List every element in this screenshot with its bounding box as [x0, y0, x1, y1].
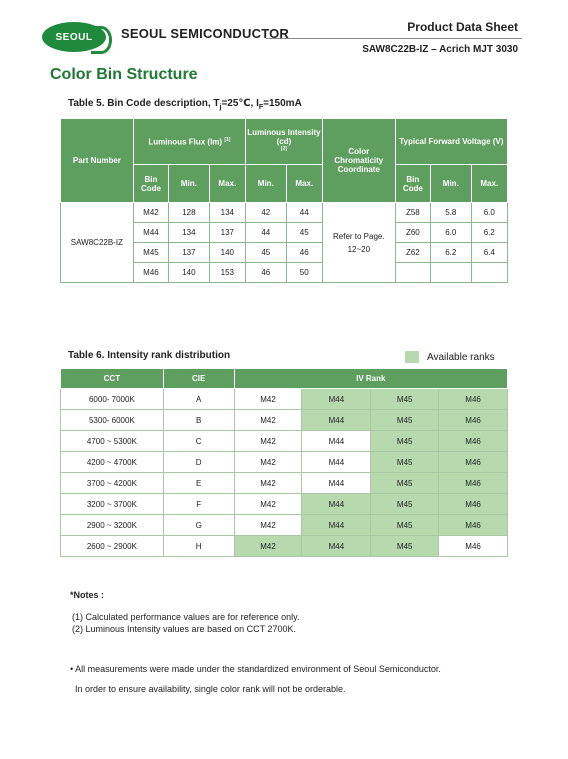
table-row [61, 389, 508, 410]
rank-cell: M46 [439, 515, 508, 536]
cct-cell: 2900 ~ 3200K [61, 515, 164, 536]
rank-cell: M44 [302, 473, 371, 494]
rank-cell: M42 [234, 452, 302, 473]
rank-cell: M42 [234, 389, 302, 410]
cct-cell: 2600 ~ 2900K [61, 536, 164, 557]
col-intensity-min: Min. [246, 165, 287, 203]
model-name: SAW8C22B-IZ – Acrich MJT 3030 [362, 44, 518, 55]
cct-cell: 6000- 7000K [61, 389, 164, 410]
col-part-number: Part Number [61, 119, 134, 203]
col-luminous-intensity: Luminous Intensity (cd) [2] [246, 119, 323, 165]
voltage-bin: Z62 [395, 243, 430, 263]
rank-cell: M42 [234, 410, 302, 431]
logo-text: SEOUL [55, 31, 93, 43]
cie-cell: H [163, 536, 234, 557]
rank-cell: M44 [302, 410, 371, 431]
doc-type: Product Data Sheet [407, 20, 518, 34]
cie-cell: F [163, 494, 234, 515]
rank-cell: M45 [371, 431, 439, 452]
cct-cell: 4700 ~ 5300K [61, 431, 164, 452]
col-luminous-flux: Luminous Flux (lm) [1] [133, 119, 245, 165]
table-row [61, 431, 508, 452]
table-row [61, 410, 508, 431]
rank-cell: M44 [302, 389, 371, 410]
intensity-rank-table [60, 368, 508, 557]
color-reference-cell: Refer to Page. 12~20 [322, 203, 395, 283]
voltage-bin-empty [395, 263, 430, 283]
rank-cell: M46 [439, 410, 508, 431]
flux-bin: M46 [133, 263, 168, 283]
col-color-coordinate: Color Chromaticity Coordinate [322, 119, 395, 203]
table-row [61, 473, 508, 494]
flux-max: 140 [209, 243, 245, 263]
col-voltage-bin-code: Bin Code [395, 165, 430, 203]
col-voltage-max: Max. [471, 165, 507, 203]
rank-cell: M45 [371, 536, 439, 557]
flux-max: 134 [209, 203, 245, 223]
col-voltage-min: Min. [431, 165, 472, 203]
voltage-min: 6.0 [431, 223, 472, 243]
rank-cell: M45 [371, 410, 439, 431]
note-1: (1) Calculated performance values are for reference only. [72, 612, 300, 622]
voltage-max: 6.4 [471, 243, 507, 263]
rank-cell: M44 [302, 431, 371, 452]
rank-cell: M46 [439, 473, 508, 494]
cie-cell: B [163, 410, 234, 431]
rank-cell: M45 [371, 452, 439, 473]
cie-cell: E [163, 473, 234, 494]
voltage-min: 5.8 [431, 203, 472, 223]
intensity-min: 44 [246, 223, 287, 243]
section-title: Color Bin Structure [50, 66, 198, 83]
table-row [61, 452, 508, 473]
voltage-max: 6.0 [471, 203, 507, 223]
intensity-max: 44 [286, 203, 322, 223]
flux-min: 137 [169, 243, 210, 263]
voltage-bin: Z58 [395, 203, 430, 223]
flux-min: 128 [169, 203, 210, 223]
rank-cell: M44 [302, 494, 371, 515]
bin-code-table [60, 118, 508, 283]
rank-cell: M44 [302, 515, 371, 536]
flux-bin: M42 [133, 203, 168, 223]
col-cie: CIE [163, 369, 234, 389]
seoul-logo [42, 22, 106, 52]
rank-cell: M46 [439, 389, 508, 410]
page-header [30, 16, 530, 62]
availability-note: In order to ensure availability, single color rank will not be orderable. [75, 684, 346, 694]
measurement-note: • All measurements were made under the standardized environment of Seoul Semiconductor. [70, 664, 441, 674]
col-flux-bin-code: Bin Code [133, 165, 168, 203]
rank-cell: M45 [371, 494, 439, 515]
table-row [61, 494, 508, 515]
flux-bin: M44 [133, 223, 168, 243]
part-number-cell: SAW8C22B-IZ [61, 203, 134, 283]
col-iv-rank: IV Rank [234, 369, 507, 389]
rank-cell: M45 [371, 473, 439, 494]
rank-cell: M42 [234, 536, 302, 557]
rank-cell: M46 [439, 452, 508, 473]
table6-caption: Table 6. Intensity rank distribution [68, 350, 231, 361]
cie-cell: A [163, 389, 234, 410]
rank-cell: M45 [371, 515, 439, 536]
intensity-min: 46 [246, 263, 287, 283]
rank-cell: M44 [302, 452, 371, 473]
cie-cell: D [163, 452, 234, 473]
flux-min: 134 [169, 223, 210, 243]
cie-cell: C [163, 431, 234, 452]
table-row [61, 515, 508, 536]
intensity-max: 46 [286, 243, 322, 263]
rank-cell: M42 [234, 515, 302, 536]
rank-cell: M42 [234, 494, 302, 515]
col-flux-max: Max. [209, 165, 245, 203]
cct-cell: 5300- 6000K [61, 410, 164, 431]
table-row [61, 203, 508, 223]
legend-swatch [405, 351, 419, 363]
intensity-min: 45 [246, 243, 287, 263]
rank-cell: M46 [439, 431, 508, 452]
col-intensity-max: Max. [286, 165, 322, 203]
brand-name: SEOUL SEMICONDUCTOR [121, 26, 290, 41]
voltage-max-empty [471, 263, 507, 283]
flux-max: 153 [209, 263, 245, 283]
col-forward-voltage: Typical Forward Voltage (V) [395, 119, 507, 165]
rank-cell: M44 [302, 536, 371, 557]
flux-bin: M45 [133, 243, 168, 263]
rank-cell: M46 [439, 494, 508, 515]
table5-caption: Table 5. Bin Code description, $T_j=25℃$, $I_F=150mA$ [68, 98, 302, 111]
header-divider [266, 38, 522, 39]
note-2: (2) Luminous Intensity values are based on CCT 2700K. [72, 624, 296, 634]
flux-max: 137 [209, 223, 245, 243]
rank-cell: M46 [439, 536, 508, 557]
flux-min: 140 [169, 263, 210, 283]
table-row [61, 536, 508, 557]
voltage-min: 6.2 [431, 243, 472, 263]
cie-cell: G [163, 515, 234, 536]
cct-cell: 4200 ~ 4700K [61, 452, 164, 473]
intensity-min: 42 [246, 203, 287, 223]
cct-cell: 3700 ~ 4200K [61, 473, 164, 494]
voltage-max: 6.2 [471, 223, 507, 243]
legend-label: Available ranks [427, 352, 495, 363]
intensity-max: 45 [286, 223, 322, 243]
cct-cell: 3200 ~ 3700K [61, 494, 164, 515]
rank-cell: M42 [234, 473, 302, 494]
col-flux-min: Min. [169, 165, 210, 203]
intensity-max: 50 [286, 263, 322, 283]
voltage-min-empty [431, 263, 472, 283]
voltage-bin: Z60 [395, 223, 430, 243]
rank-cell: M45 [371, 389, 439, 410]
col-cct: CCT [61, 369, 164, 389]
rank-cell: M42 [234, 431, 302, 452]
notes-title: *Notes : [70, 590, 105, 600]
